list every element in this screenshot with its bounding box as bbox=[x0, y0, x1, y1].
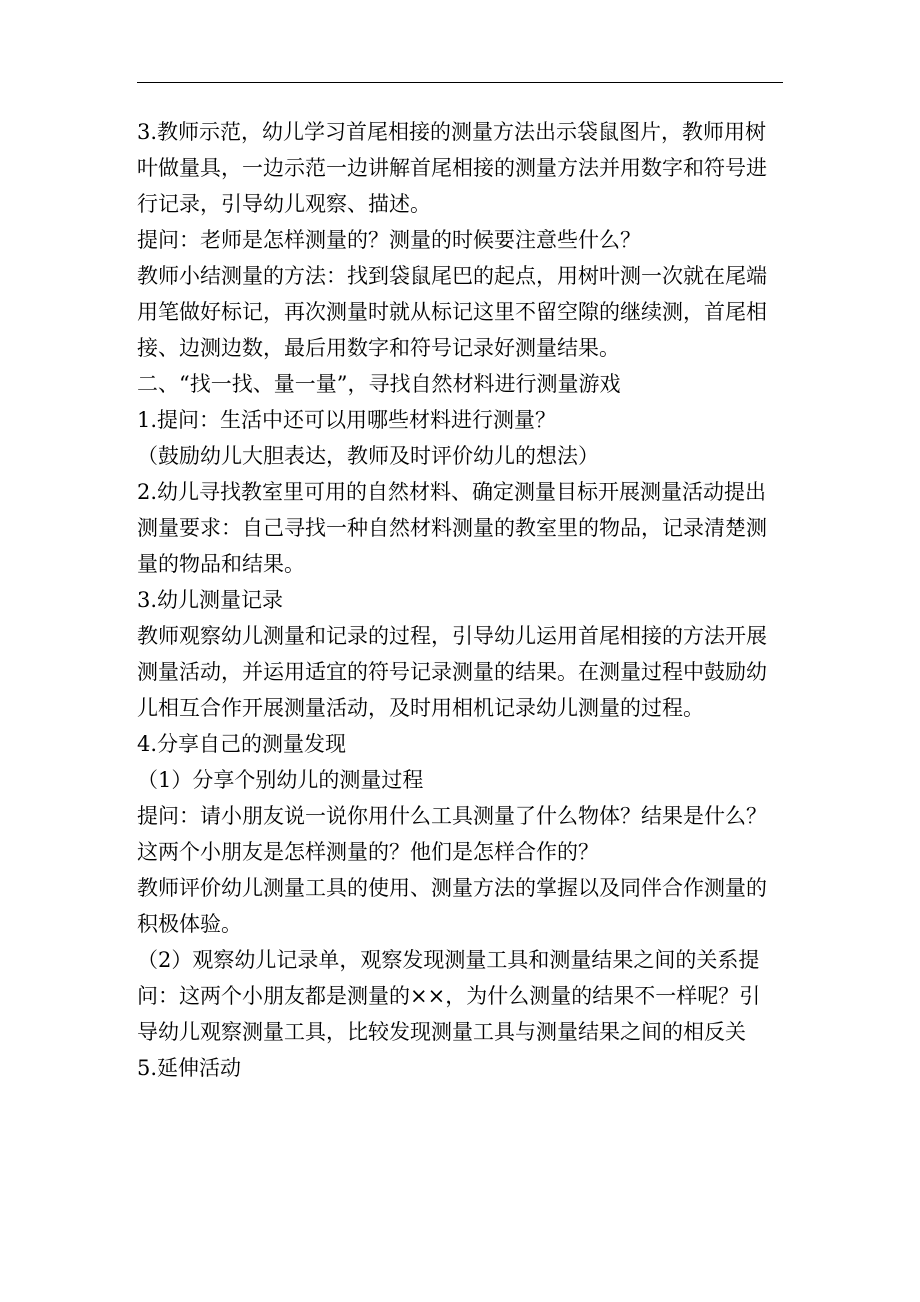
section-heading: 二、“找一找、量一量”，寻找自然材料进行测量游戏 bbox=[137, 372, 621, 396]
text-line: 教师小结测量的方法：找到袋鼠尾巴的起点，用树叶测一次就在尾端 bbox=[137, 264, 767, 288]
text-line: 测量要求：自己寻找一种自然材料测量的教室里的物品，记录清楚测 bbox=[137, 516, 767, 540]
header-rule bbox=[137, 82, 783, 83]
text-line: 5.延伸活动 bbox=[137, 1056, 242, 1080]
text-line: 导幼儿观察测量工具，比较发现测量工具与测量结果之间的相反关 bbox=[137, 1020, 746, 1044]
text-line: 4.分享自己的测量发现 bbox=[137, 732, 347, 756]
text-line: 教师观察幼儿测量和记录的过程，引导幼儿运用首尾相接的方法开展 bbox=[137, 624, 767, 648]
text-line: 这两个小朋友是怎样测量的？他们是怎样合作的？ bbox=[137, 840, 599, 864]
text-line: 提问：老师是怎样测量的？测量的时候要注意些什么？ bbox=[137, 228, 641, 252]
text-line: 儿相互合作开展测量活动，及时用相机记录幼儿测量的过程。 bbox=[137, 696, 704, 720]
text-line: 2.幼儿寻找教室里可用的自然材料、确定测量目标开展测量活动提出 bbox=[137, 480, 767, 504]
text-line: （鼓励幼儿大胆表达，教师及时评价幼儿的想法） bbox=[137, 444, 599, 468]
document-body bbox=[137, 114, 787, 1086]
text-line: 教师评价幼儿测量工具的使用、测量方法的掌握以及同伴合作测量的 bbox=[137, 876, 767, 900]
text-line: （2）观察幼儿记录单，观察发现测量工具和测量结果之间的关系提 bbox=[137, 948, 760, 972]
text-line: 1.提问：生活中还可以用哪些材料进行测量？ bbox=[137, 408, 557, 432]
text-line: 叶做量具，一边示范一边讲解首尾相接的测量方法并用数字和符号进 bbox=[137, 156, 767, 180]
text-line: 量的物品和结果。 bbox=[137, 552, 305, 576]
text-line: 3.幼儿测量记录 bbox=[137, 588, 284, 612]
text-line: 行记录，引导幼儿观察、描述。 bbox=[137, 192, 431, 216]
text-line: 3.教师示范，幼儿学习首尾相接的测量方法出示袋鼠图片，教师用树 bbox=[137, 120, 767, 144]
text-line: 测量活动，并运用适宜的符号记录测量的结果。在测量过程中鼓励幼 bbox=[137, 660, 767, 684]
text-line: 提问：请小朋友说一说你用什么工具测量了什么物体？结果是什么？ bbox=[137, 804, 767, 828]
text-line: 积极体验。 bbox=[137, 912, 242, 936]
text-line: 用笔做好标记，再次测量时就从标记这里不留空隙的继续测，首尾相 bbox=[137, 300, 767, 324]
text-line: 接、边测边数，最后用数字和符号记录好测量结果。 bbox=[137, 336, 620, 360]
text-line: （1）分享个别幼儿的测量过程 bbox=[137, 768, 424, 792]
text-line: 问：这两个小朋友都是测量的××，为什么测量的结果不一样呢？引 bbox=[137, 984, 761, 1008]
